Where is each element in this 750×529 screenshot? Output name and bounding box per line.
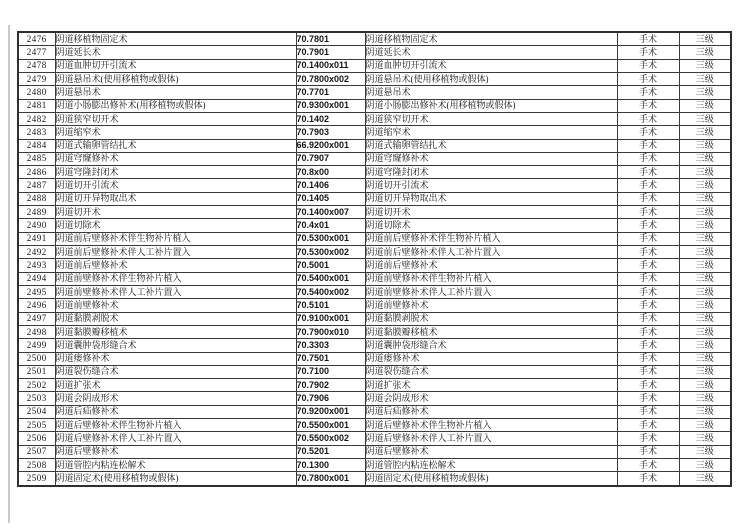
procedure-name-repeat-cell: 阴道后壁修补术伴人工补片置入	[365, 432, 617, 445]
table-row	[18, 459, 731, 472]
table-row	[18, 166, 731, 179]
table-row	[18, 259, 731, 272]
procedure-name-repeat-cell: 阴道后疝修补术	[365, 405, 617, 418]
procedure-name-cell: 阴道后壁修补术	[55, 445, 296, 458]
procedure-code-cell: 70.5300x001	[296, 232, 365, 245]
procedure-code-cell: 70.4x01	[296, 219, 365, 232]
procedure-name-repeat-cell: 阴道管腔内粘连松解术	[365, 459, 617, 472]
level-cell: 三级	[679, 86, 731, 99]
category-cell: 手术	[617, 365, 679, 378]
table-row	[18, 325, 731, 338]
level-cell: 三级	[679, 472, 731, 486]
procedure-name-cell: 阴道黏膜剥脱术	[55, 312, 296, 325]
row-number-cell: 2503	[18, 392, 55, 405]
category-cell: 手术	[617, 232, 679, 245]
procedure-code-cell: 70.9100x001	[296, 312, 365, 325]
level-cell: 三级	[679, 152, 731, 165]
row-number-cell: 2480	[18, 86, 55, 99]
row-number-cell: 2488	[18, 192, 55, 205]
level-cell: 三级	[679, 219, 731, 232]
row-number-cell: 2490	[18, 219, 55, 232]
level-cell: 三级	[679, 99, 731, 112]
procedure-name-cell: 阴道小肠膨出修补术(用移植物或假体)	[55, 99, 296, 112]
table-row	[18, 472, 731, 486]
level-cell: 三级	[679, 112, 731, 125]
row-number-cell: 2496	[18, 299, 55, 312]
procedure-code-cell: 70.7906	[296, 392, 365, 405]
procedure-name-cell: 阴道会阴成形术	[55, 392, 296, 405]
procedure-name-repeat-cell: 阴道穹隆封闭术	[365, 166, 617, 179]
table-row	[18, 206, 731, 219]
row-number-cell: 2477	[18, 46, 55, 59]
table-row	[18, 112, 731, 125]
procedure-name-cell: 阴道瘘修补术	[55, 352, 296, 365]
procedure-name-repeat-cell: 阴道固定术(使用移植物或假体)	[365, 472, 617, 486]
level-cell: 三级	[679, 445, 731, 458]
procedure-name-repeat-cell: 阴道狭窄切开术	[365, 112, 617, 125]
category-cell: 手术	[617, 312, 679, 325]
procedure-name-cell: 阴道式输卵管结扎术	[55, 139, 296, 152]
row-number-cell: 2493	[18, 259, 55, 272]
level-cell: 三级	[679, 259, 731, 272]
procedure-name-cell: 阴道延长术	[55, 46, 296, 59]
procedure-name-cell: 阴道狭窄切开术	[55, 112, 296, 125]
category-cell: 手术	[617, 392, 679, 405]
procedure-name-cell: 阴道前后壁修补术伴生物补片植入	[55, 232, 296, 245]
category-cell: 手术	[617, 259, 679, 272]
category-cell: 手术	[617, 139, 679, 152]
procedure-name-cell: 阴道缩窄术	[55, 126, 296, 139]
row-number-cell: 2494	[18, 272, 55, 285]
procedure-code-cell: 70.7903	[296, 126, 365, 139]
procedure-name-repeat-cell: 阴道缩窄术	[365, 126, 617, 139]
row-number-cell: 2483	[18, 126, 55, 139]
procedure-name-cell: 阴道前壁修补术	[55, 299, 296, 312]
procedure-table	[17, 31, 732, 487]
category-cell: 手术	[617, 166, 679, 179]
procedure-name-repeat-cell: 阴道会阴成形术	[365, 392, 617, 405]
level-cell: 三级	[679, 72, 731, 85]
procedure-code-cell: 70.1400x011	[296, 59, 365, 72]
level-cell: 三级	[679, 232, 731, 245]
level-cell: 三级	[679, 312, 731, 325]
procedure-name-repeat-cell: 阴道切开异物取出术	[365, 192, 617, 205]
procedure-name-repeat-cell: 阴道延长术	[365, 46, 617, 59]
category-cell: 手术	[617, 339, 679, 352]
level-cell: 三级	[679, 299, 731, 312]
category-cell: 手术	[617, 472, 679, 486]
procedure-code-cell: 70.5400x002	[296, 285, 365, 298]
procedure-name-cell: 阴道固定术(使用移植物或假体)	[55, 472, 296, 486]
procedure-name-cell: 阴道穹隆封闭术	[55, 166, 296, 179]
category-cell: 手术	[617, 192, 679, 205]
category-cell: 手术	[617, 32, 679, 46]
procedure-name-repeat-cell: 阴道切除术	[365, 219, 617, 232]
procedure-code-cell: 70.7100	[296, 365, 365, 378]
level-cell: 三级	[679, 392, 731, 405]
procedure-code-cell: 70.5201	[296, 445, 365, 458]
table-row	[18, 312, 731, 325]
row-number-cell: 2491	[18, 232, 55, 245]
category-cell: 手术	[617, 246, 679, 259]
procedure-name-repeat-cell: 阴道前壁修补术伴人工补片置入	[365, 285, 617, 298]
procedure-name-repeat-cell: 阴道后壁修补术	[365, 445, 617, 458]
procedure-code-cell: 70.1400x007	[296, 206, 365, 219]
table-row	[18, 179, 731, 192]
table-row	[18, 72, 731, 85]
level-cell: 三级	[679, 32, 731, 46]
category-cell: 手术	[617, 59, 679, 72]
row-number-cell: 2482	[18, 112, 55, 125]
table-row	[18, 405, 731, 418]
level-cell: 三级	[679, 272, 731, 285]
level-cell: 三级	[679, 179, 731, 192]
row-number-cell: 2499	[18, 339, 55, 352]
table-row	[18, 339, 731, 352]
procedure-code-cell: 70.1402	[296, 112, 365, 125]
procedure-name-repeat-cell: 阴道小肠膨出修补术(用移植物或假体)	[365, 99, 617, 112]
table-row	[18, 32, 731, 46]
level-cell: 三级	[679, 46, 731, 59]
procedure-name-repeat-cell: 阴道悬吊术	[365, 86, 617, 99]
procedure-name-repeat-cell: 阴道移植物固定术	[365, 32, 617, 46]
scan-artifact-line	[8, 25, 10, 523]
procedure-code-cell: 70.5101	[296, 299, 365, 312]
procedure-code-cell: 70.7501	[296, 352, 365, 365]
row-number-cell: 2502	[18, 379, 55, 392]
procedure-code-cell: 66.9200x001	[296, 139, 365, 152]
category-cell: 手术	[617, 46, 679, 59]
procedure-name-cell: 阴道管腔内粘连松解术	[55, 459, 296, 472]
table-row	[18, 299, 731, 312]
category-cell: 手术	[617, 99, 679, 112]
level-cell: 三级	[679, 459, 731, 472]
procedure-name-cell: 阴道扩张术	[55, 379, 296, 392]
procedure-code-cell: 70.1300	[296, 459, 365, 472]
row-number-cell: 2484	[18, 139, 55, 152]
row-number-cell: 2505	[18, 419, 55, 432]
table-row	[18, 432, 731, 445]
procedure-code-cell: 70.1405	[296, 192, 365, 205]
table-row	[18, 192, 731, 205]
table-row	[18, 99, 731, 112]
procedure-code-cell: 70.1406	[296, 179, 365, 192]
row-number-cell: 2507	[18, 445, 55, 458]
row-number-cell: 2500	[18, 352, 55, 365]
procedure-code-cell: 70.7901	[296, 46, 365, 59]
procedure-name-repeat-cell: 阴道前壁修补术	[365, 299, 617, 312]
procedure-name-cell: 阴道穹窿修补术	[55, 152, 296, 165]
category-cell: 手术	[617, 325, 679, 338]
procedure-name-cell: 阴道囊肿袋形缝合术	[55, 339, 296, 352]
category-cell: 手术	[617, 86, 679, 99]
category-cell: 手术	[617, 126, 679, 139]
procedure-name-repeat-cell: 阴道切开引流术	[365, 179, 617, 192]
table-row	[18, 246, 731, 259]
category-cell: 手术	[617, 459, 679, 472]
table-row	[18, 285, 731, 298]
procedure-name-repeat-cell: 阴道前后壁修补术伴人工补片置入	[365, 246, 617, 259]
procedure-name-repeat-cell: 阴道前后壁修补术	[365, 259, 617, 272]
category-cell: 手术	[617, 352, 679, 365]
procedure-code-cell: 70.8x00	[296, 166, 365, 179]
procedure-name-cell: 阴道后疝修补术	[55, 405, 296, 418]
table-row	[18, 59, 731, 72]
procedure-name-cell: 阴道移植物固定术	[55, 32, 296, 46]
procedure-name-cell: 阴道前壁修补术伴人工补片置入	[55, 285, 296, 298]
level-cell: 三级	[679, 352, 731, 365]
procedure-name-repeat-cell: 阴道前后壁修补术伴生物补片植入	[365, 232, 617, 245]
row-number-cell: 2504	[18, 405, 55, 418]
row-number-cell: 2485	[18, 152, 55, 165]
procedure-name-repeat-cell: 阴道前壁修补术伴生物补片植入	[365, 272, 617, 285]
procedure-name-repeat-cell: 阴道式输卵管结扎术	[365, 139, 617, 152]
procedure-code-cell: 70.9300x001	[296, 99, 365, 112]
row-number-cell: 2492	[18, 246, 55, 259]
procedure-name-cell: 阴道前后壁修补术伴人工补片置入	[55, 246, 296, 259]
procedure-code-cell: 70.7801	[296, 32, 365, 46]
procedure-code-cell: 70.7800x001	[296, 472, 365, 486]
table-row	[18, 86, 731, 99]
procedure-code-cell: 70.7800x002	[296, 72, 365, 85]
row-number-cell: 2509	[18, 472, 55, 486]
category-cell: 手术	[617, 219, 679, 232]
procedure-name-cell: 阴道后壁修补术伴生物补片植入	[55, 419, 296, 432]
row-number-cell: 2486	[18, 166, 55, 179]
level-cell: 三级	[679, 192, 731, 205]
level-cell: 三级	[679, 246, 731, 259]
procedure-name-cell: 阴道前壁修补术伴生物补片植入	[55, 272, 296, 285]
row-number-cell: 2497	[18, 312, 55, 325]
level-cell: 三级	[679, 379, 731, 392]
category-cell: 手术	[617, 285, 679, 298]
category-cell: 手术	[617, 379, 679, 392]
procedure-name-repeat-cell: 阴道黏膜剥脱术	[365, 312, 617, 325]
procedure-name-cell: 阴道切开异物取出术	[55, 192, 296, 205]
level-cell: 三级	[679, 166, 731, 179]
procedure-name-cell: 阴道前后壁修补术	[55, 259, 296, 272]
row-number-cell: 2481	[18, 99, 55, 112]
procedure-name-cell: 阴道切开术	[55, 206, 296, 219]
row-number-cell: 2476	[18, 32, 55, 46]
category-cell: 手术	[617, 206, 679, 219]
level-cell: 三级	[679, 339, 731, 352]
row-number-cell: 2506	[18, 432, 55, 445]
procedure-name-repeat-cell: 阴道后壁修补术伴生物补片植入	[365, 419, 617, 432]
procedure-name-cell: 阴道切除术	[55, 219, 296, 232]
procedure-code-cell: 70.7907	[296, 152, 365, 165]
procedure-code-cell: 70.5300x002	[296, 246, 365, 259]
level-cell: 三级	[679, 432, 731, 445]
category-cell: 手术	[617, 152, 679, 165]
table-row	[18, 152, 731, 165]
table-row	[18, 272, 731, 285]
procedure-name-repeat-cell: 阴道裂伤缝合术	[365, 365, 617, 378]
procedure-name-cell: 阴道切开引流术	[55, 179, 296, 192]
procedure-name-cell: 阴道后壁修补术伴人工补片置入	[55, 432, 296, 445]
level-cell: 三级	[679, 126, 731, 139]
procedure-name-repeat-cell: 阴道切开术	[365, 206, 617, 219]
table-row	[18, 219, 731, 232]
table-row	[18, 392, 731, 405]
category-cell: 手术	[617, 299, 679, 312]
procedure-name-repeat-cell: 阴道囊肿袋形缝合术	[365, 339, 617, 352]
procedure-name-cell: 阴道悬吊术	[55, 86, 296, 99]
procedure-name-cell: 阴道裂伤缝合术	[55, 365, 296, 378]
level-cell: 三级	[679, 405, 731, 418]
procedure-code-cell: 70.5500x002	[296, 432, 365, 445]
procedure-name-repeat-cell: 阴道瘘修补术	[365, 352, 617, 365]
level-cell: 三级	[679, 325, 731, 338]
row-number-cell: 2487	[18, 179, 55, 192]
procedure-name-cell: 阴道黏膜瓣移植术	[55, 325, 296, 338]
level-cell: 三级	[679, 59, 731, 72]
row-number-cell: 2478	[18, 59, 55, 72]
category-cell: 手术	[617, 432, 679, 445]
level-cell: 三级	[679, 419, 731, 432]
table-row	[18, 139, 731, 152]
level-cell: 三级	[679, 206, 731, 219]
level-cell: 三级	[679, 365, 731, 378]
procedure-table-body	[18, 32, 731, 486]
procedure-code-cell: 70.3303	[296, 339, 365, 352]
row-number-cell: 2498	[18, 325, 55, 338]
level-cell: 三级	[679, 285, 731, 298]
row-number-cell: 2508	[18, 459, 55, 472]
table-row	[18, 445, 731, 458]
category-cell: 手术	[617, 445, 679, 458]
table-row	[18, 352, 731, 365]
table-row	[18, 126, 731, 139]
table-row	[18, 419, 731, 432]
procedure-name-repeat-cell: 阴道黏膜瓣移植术	[365, 325, 617, 338]
level-cell: 三级	[679, 139, 731, 152]
table-row	[18, 379, 731, 392]
procedure-code-cell: 70.5001	[296, 259, 365, 272]
procedure-code-cell: 70.5500x001	[296, 419, 365, 432]
procedure-code-cell: 70.5400x001	[296, 272, 365, 285]
procedure-name-repeat-cell: 阴道穹窿修补术	[365, 152, 617, 165]
procedure-name-repeat-cell: 阴道血肿切开引流术	[365, 59, 617, 72]
procedure-name-cell: 阴道血肿切开引流术	[55, 59, 296, 72]
row-number-cell: 2489	[18, 206, 55, 219]
table-row	[18, 365, 731, 378]
category-cell: 手术	[617, 272, 679, 285]
table-row	[18, 232, 731, 245]
procedure-name-repeat-cell: 阴道悬吊术(使用移植物或假体)	[365, 72, 617, 85]
category-cell: 手术	[617, 72, 679, 85]
procedure-name-cell: 阴道悬吊术(使用移植物或假体)	[55, 72, 296, 85]
procedure-name-repeat-cell: 阴道扩张术	[365, 379, 617, 392]
procedure-code-cell: 70.7900x010	[296, 325, 365, 338]
row-number-cell: 2495	[18, 285, 55, 298]
procedure-code-cell: 70.7902	[296, 379, 365, 392]
row-number-cell: 2479	[18, 72, 55, 85]
row-number-cell: 2501	[18, 365, 55, 378]
procedure-code-cell: 70.9200x001	[296, 405, 365, 418]
category-cell: 手术	[617, 179, 679, 192]
category-cell: 手术	[617, 419, 679, 432]
category-cell: 手术	[617, 112, 679, 125]
procedure-code-cell: 70.7701	[296, 86, 365, 99]
table-row	[18, 46, 731, 59]
category-cell: 手术	[617, 405, 679, 418]
